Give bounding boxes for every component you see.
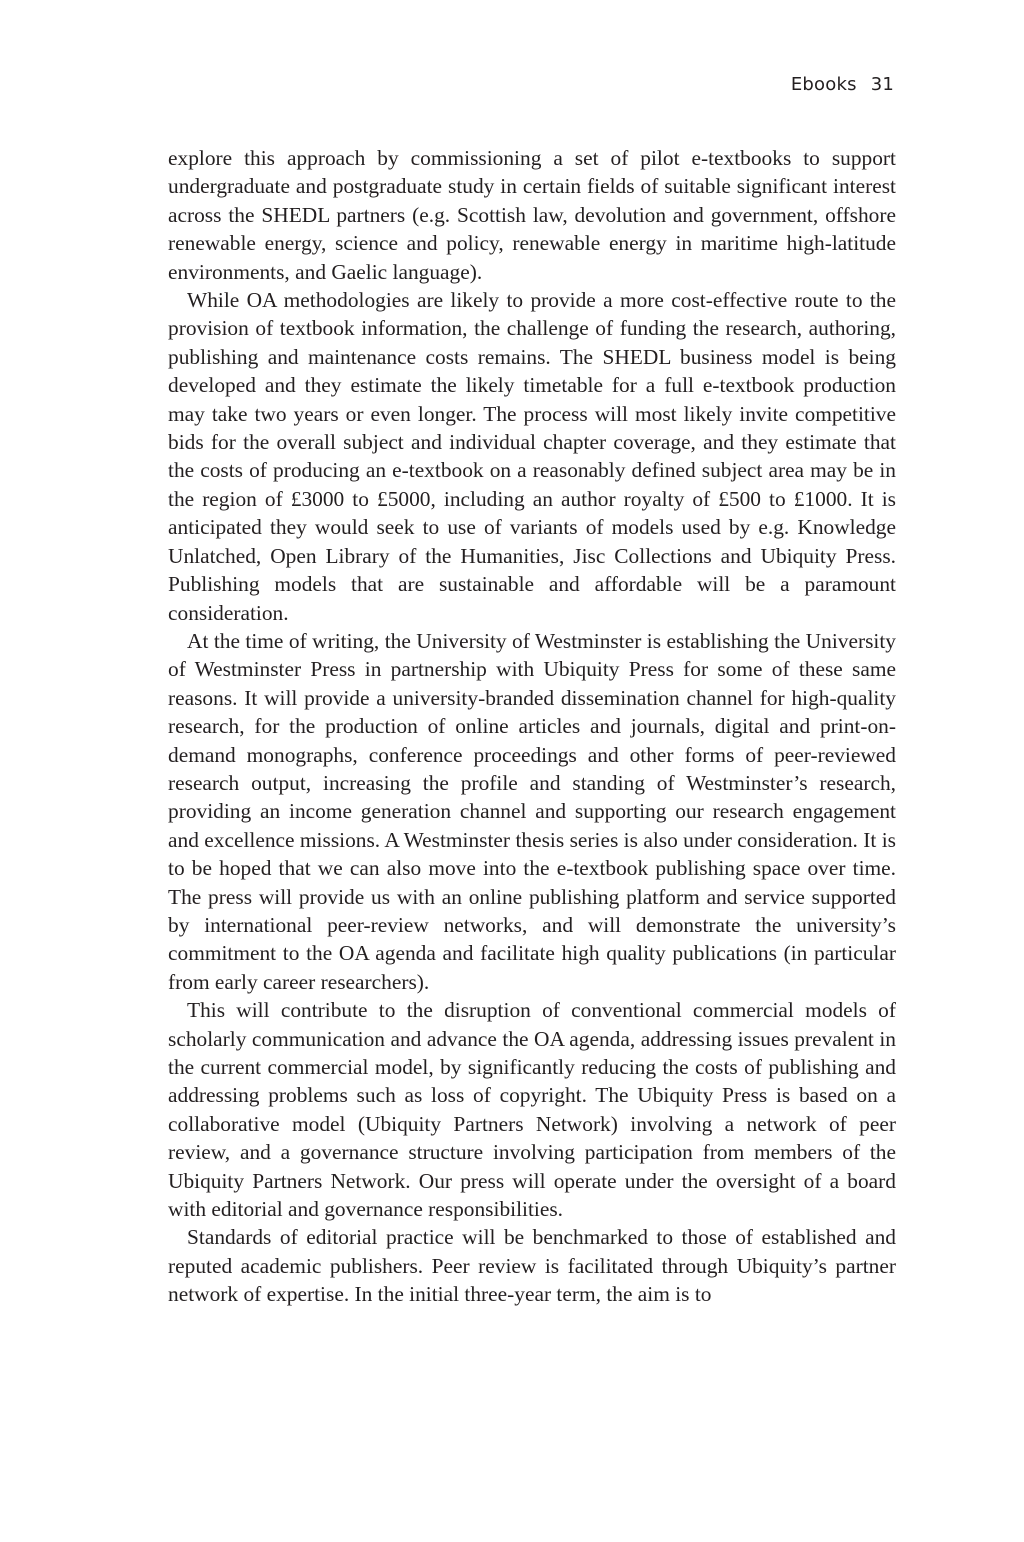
paragraph: This will contribute to the disruption of conventional commercial models of scholarly communication and advance the OA agenda, addressing issues prevalent in the current commercial model, by significantly reducing the costs of publishing and addressing problems such as loss of copyright. The Ubiquity Press is based on a collaborative model (Ubiquity Partners Network) involving a network of peer review, and a governance structure involving participation from members of the Ubiquity Partners Network. Our press will operate under the oversight of a board with editorial and governance responsibilities. — [168, 998, 896, 1222]
running-head — [791, 74, 894, 95]
paragraph: While OA methodologies are likely to provide a more cost-effective route to the provision of textbook information, the challenge of funding the research, authoring, publishing and maintenance costs remains. The SHEDL business model is being developed and they estimate the likely timetable for a full e-textbook production may take two years or even longer. The process will most likely invite competitive bids for the overall subject and individual chapter coverage, and they estimate that the costs of producing an e-textbook on a reasonably defined subject area may be in the region of £3000 to £5000, including an author royalty of £500 to £1000. It is anticipated they would seek to use of variants of models used by e.g. Knowledge Unlatched, Open Library of the Humanities, Jisc Collections and Ubiquity Press. Publishing models that are sustainable and affordable will be a paramount consideration. — [168, 288, 896, 625]
running-head-title: Ebooks — [790, 74, 857, 95]
paragraph: explore this approach by commissioning a set of pilot e-textbooks to support undergraduate and postgraduate study in certain fields of suitable significant interest across the SHEDL partners (e.g. Scottish law, devolution and government, offshore renewable energy, science and policy, renewable energy in maritime high-latitude environments, and Gaelic language). — [168, 146, 896, 284]
page-number: 31 — [870, 74, 894, 95]
body-text — [168, 144, 896, 1309]
paragraph: Standards of editorial practice will be benchmarked to those of established and reputed academic publishers. Peer review is facilitated through Ubiquity’s partner network of expertise. In the initial three-year term, the aim is to — [168, 1225, 896, 1307]
paragraph: At the time of writing, the University of Westminster is establishing the University of Westminster Press in partnership with Ubiquity Press for some of these same reasons. It will provide a university-branded dissemination channel for high-quality research, for the production of online articles and journals, digital and print-on-demand monographs, conference proceedings and other forms of peer-reviewed research output, increasing the profile and standing of Westminster’s research, providing an income generation channel and supporting our research engagement and excellence missions. A Westminster thesis series is also under consideration. It is to be hoped that we can also move into the e-textbook publishing space over time. The press will provide us with an online publishing platform and service supported by international peer-review networks, and will demonstrate the university’s commitment to the OA agenda and facilitate high quality publications (in particular from early career researchers). — [168, 628, 896, 994]
